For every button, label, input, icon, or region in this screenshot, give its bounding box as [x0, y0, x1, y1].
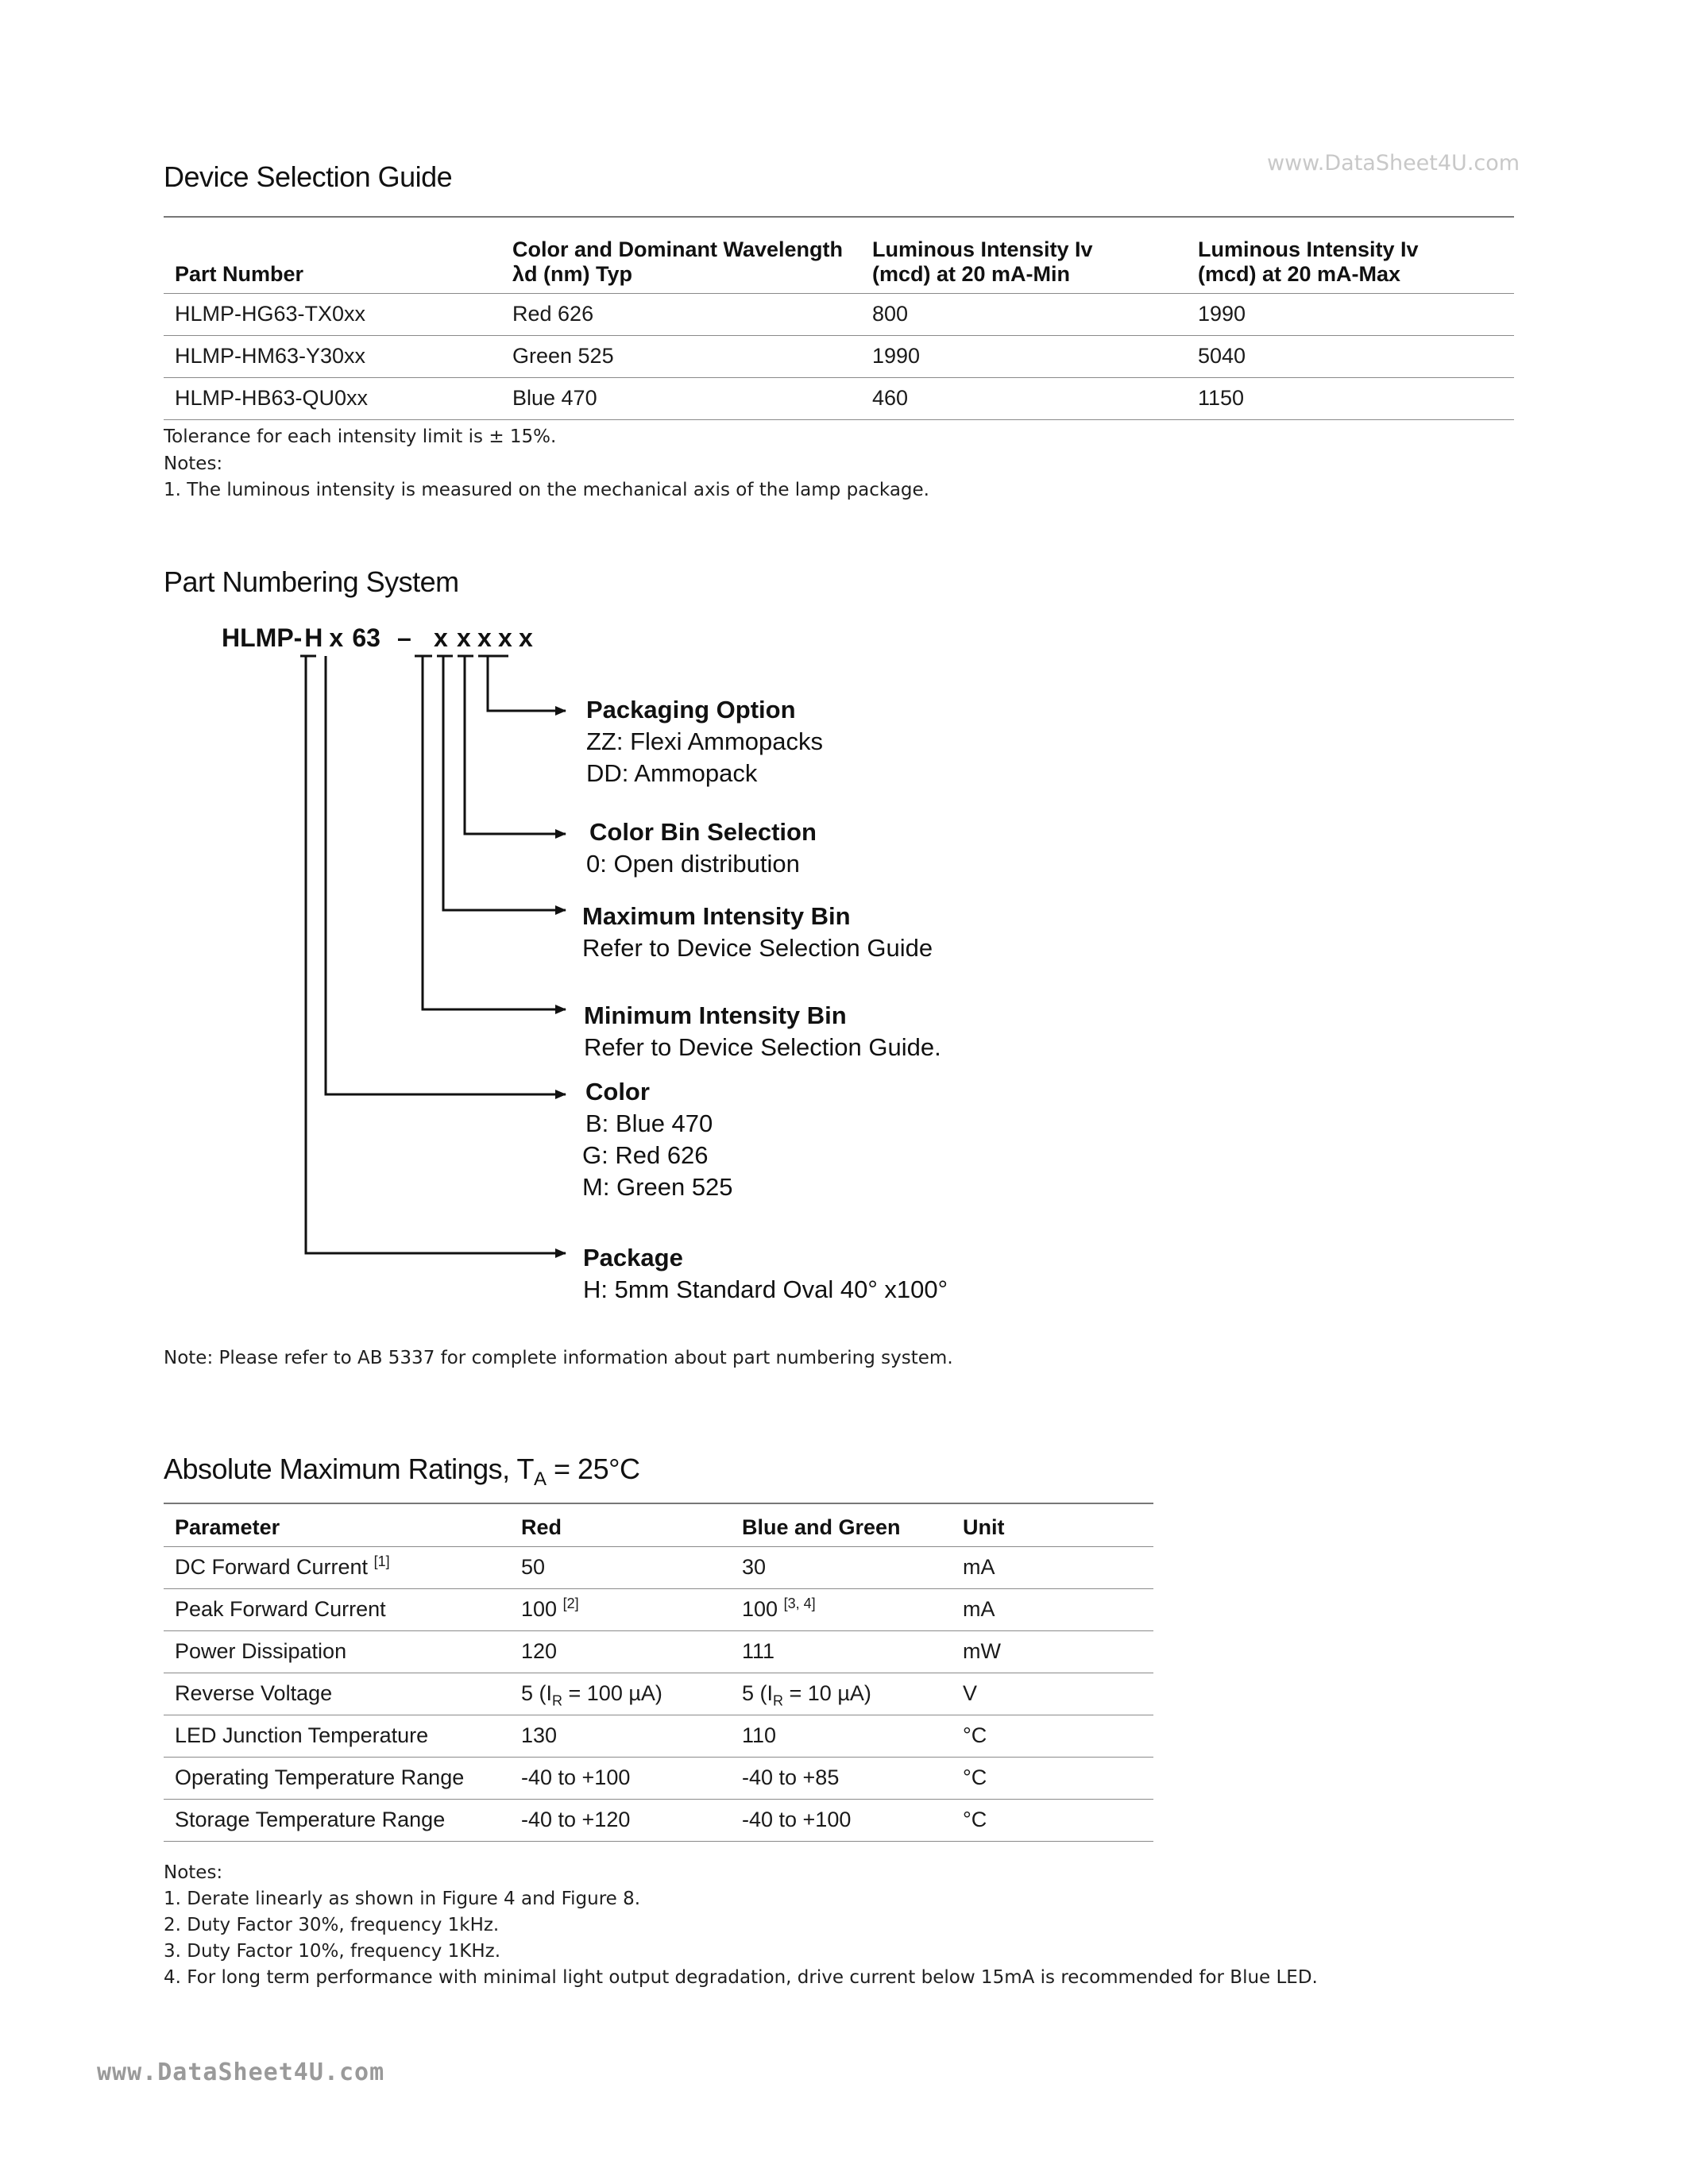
table-row [164, 1630, 1153, 1673]
package-title: Package [583, 1244, 683, 1271]
cell-bg: 5 ($I_R = 10$ µA) [731, 1673, 952, 1715]
color-bin-title: Color Bin Selection [589, 818, 817, 846]
cell-part: HLMP-HG63-TX0xx [164, 293, 501, 335]
cell-bg: 100 [3, 4] [731, 1588, 952, 1630]
packaging-option-line: ZZ: Flexi Ammopacks [586, 727, 823, 755]
packaging-option-title: Packaging Option [586, 696, 796, 723]
packaging-option-group [586, 696, 823, 788]
col-intensity-max: Luminous Intensity Iv (mcd) at 20 mA-Max [1198, 237, 1419, 286]
cell-unit: °C [952, 1715, 1153, 1757]
table-row [164, 1757, 1153, 1799]
col-part-number: Part Number [175, 261, 304, 286]
cell-unit: mA [952, 1588, 1153, 1630]
cell-param: LED Junction Temperature [164, 1715, 510, 1757]
col-intensity-min: Luminous Intensity Iv (mcd) at 20 mA-Min [872, 237, 1093, 286]
col-unit: Unit [963, 1515, 1005, 1539]
ratings-title: Absolute Maximum Ratings, $T_A = 25^\circ C$ [164, 1453, 640, 1491]
color-line: M: Green 525 [582, 1173, 733, 1201]
part-numbering-title: Part Numbering System [164, 565, 459, 598]
color-line: B: Blue 470 [585, 1109, 713, 1137]
watermark-bottom: www.DataSheet4U.com [97, 2059, 385, 2086]
col-color-wavelength: Color and Dominant Wavelength λd (nm) Typ [512, 237, 844, 286]
cell-color: Red 626 [501, 293, 861, 335]
tolerance-text: Tolerance for each intensity limit is ± 15%. [164, 426, 557, 447]
part-number-code: HLMP-H x 63 – x x x x x [222, 623, 533, 652]
ratings-table [164, 1503, 1153, 1842]
note-item: 3. Duty Factor 10%, frequency 1KHz. [164, 1941, 501, 1962]
cell-red: -40 to +120 [510, 1799, 731, 1841]
note-item: 1. The luminous intensity is measured on the mechanical axis of the lamp package. [164, 480, 929, 500]
cell-unit: V [952, 1673, 1153, 1715]
cell-unit: mW [952, 1630, 1153, 1673]
color-bin-line: 0: Open distribution [586, 850, 800, 878]
package-line: H: 5mm Standard Oval 40° x100° [583, 1275, 948, 1303]
cell-unit: °C [952, 1757, 1153, 1799]
ratings-notes-label: Notes: [164, 1862, 223, 1883]
cell-color: Green 525 [501, 335, 861, 377]
cell-unit: °C [952, 1799, 1153, 1841]
cell-min: 460 [861, 377, 1187, 419]
watermark-top: www.DataSheet4U.com [1267, 151, 1520, 176]
note-item: 1. Derate linearly as shown in Figure 4 and Figure 8. [164, 1889, 641, 1909]
arrow-package [306, 656, 566, 1253]
arrow-packaging [488, 656, 566, 711]
min-intensity-group [584, 1001, 941, 1062]
cell-param: Storage Temperature Range [164, 1799, 510, 1841]
color-line: G: Red 626 [582, 1141, 709, 1169]
cell-max: 1990 [1187, 293, 1514, 335]
packaging-option-line: DD: Ammopack [586, 759, 758, 787]
arrow-max-intensity [443, 656, 566, 910]
cell-param: Power Dissipation [164, 1630, 510, 1673]
max-intensity-title: Maximum Intensity Bin [582, 902, 851, 930]
cell-bg: -40 to +85 [731, 1757, 952, 1799]
package-group [583, 1244, 948, 1304]
table-row [164, 1673, 1153, 1715]
cell-max: 5040 [1187, 335, 1514, 377]
col-parameter: Parameter [175, 1515, 280, 1539]
cell-part: HLMP-HB63-QU0xx [164, 377, 501, 419]
arrow-color-bin [465, 656, 566, 834]
notes-label: Notes: [164, 453, 223, 474]
min-intensity-line: Refer to Device Selection Guide. [584, 1033, 941, 1061]
cell-min: 800 [861, 293, 1187, 335]
cell-red: 5 ($I_R = 100$ µA) [510, 1673, 731, 1715]
table-row [164, 1799, 1153, 1841]
cell-param: Operating Temperature Range [164, 1757, 510, 1799]
cell-max: 1150 [1187, 377, 1514, 419]
device-guide-title: Device Selection Guide [164, 160, 453, 193]
cell-part: HLMP-HM63-Y30xx [164, 335, 501, 377]
cell-red: 50 [510, 1546, 731, 1588]
color-title: Color [585, 1078, 650, 1106]
cell-red: -40 to +100 [510, 1757, 731, 1799]
note-item: 4. For long term performance with minimal light output degradation, drive current below 15mA is recommended for Blue LED. [164, 1967, 1318, 1988]
cell-param: Peak Forward Current [164, 1588, 510, 1630]
cell-min: 1990 [861, 335, 1187, 377]
cell-color: Blue 470 [501, 377, 861, 419]
cell-red: 120 [510, 1630, 731, 1673]
min-intensity-title: Minimum Intensity Bin [584, 1001, 847, 1029]
cell-bg: 30 [731, 1546, 952, 1588]
part-numbering-note: Note: Please refer to AB 5337 for complete information about part numbering system. [164, 1348, 953, 1368]
cell-param: Reverse Voltage [164, 1673, 510, 1715]
color-group [582, 1078, 733, 1202]
arrow-color [326, 656, 566, 1094]
col-red: Red [521, 1515, 562, 1539]
cell-bg: -40 to +100 [731, 1799, 952, 1841]
col-blue-green: Blue and Green [742, 1515, 901, 1539]
cell-param: DC Forward Current [1] [164, 1546, 510, 1588]
table-row [164, 1546, 1153, 1588]
color-bin-group [586, 818, 817, 878]
max-intensity-group [582, 902, 933, 963]
table-row [164, 1715, 1153, 1757]
cell-bg: 110 [731, 1715, 952, 1757]
cell-red: 130 [510, 1715, 731, 1757]
cell-unit: mA [952, 1546, 1153, 1588]
cell-bg: 111 [731, 1630, 952, 1673]
table-row [164, 1588, 1153, 1630]
cell-red: 100 [2] [510, 1588, 731, 1630]
note-item: 2. Duty Factor 30%, frequency 1kHz. [164, 1915, 500, 1935]
max-intensity-line: Refer to Device Selection Guide [582, 934, 933, 962]
